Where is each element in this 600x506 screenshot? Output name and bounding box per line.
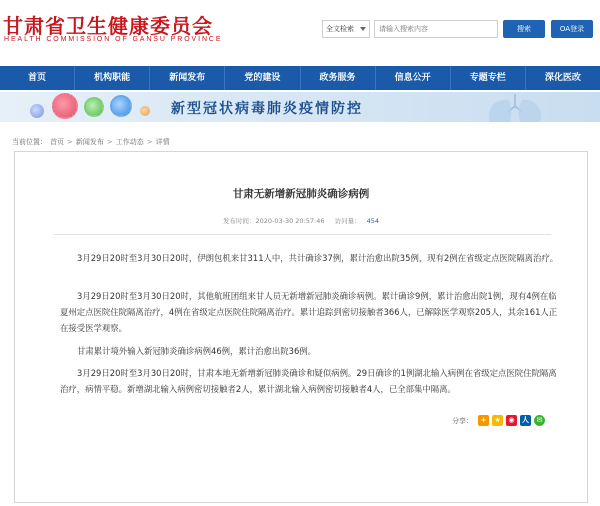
search-input[interactable] <box>374 20 498 38</box>
breadcrumb-home[interactable]: 首页 <box>50 138 64 146</box>
share-label: 分享： <box>452 416 473 425</box>
breadcrumb-separator: > <box>146 138 153 146</box>
nav-item-home[interactable]: 首页 <box>0 66 75 90</box>
article-title: 甘肃无新增新冠肺炎确诊病例 <box>232 188 370 200</box>
renren-share-icon[interactable]: 人 <box>522 416 529 424</box>
wechat-share-icon[interactable]: ✉ <box>534 415 545 426</box>
article-paragraph: 3月29日20时至3月30日20时，甘肃本地无新增新冠肺炎确诊和疑似病例。29日确诊的1例湖北输入病例在省级定点医院住院隔离治疗，病情平稳。新增湖北输入病例密切接触者2人，累计湖北输入病例密切接触者4人，已全部集中隔离。 <box>60 368 557 394</box>
virus-icon <box>140 106 150 116</box>
nav-item-party[interactable]: 党的建设 <box>225 66 300 90</box>
nav-item-services[interactable]: 政务服务 <box>301 66 376 90</box>
share-more-icon[interactable]: + <box>478 415 489 426</box>
search-button[interactable]: 搜索 <box>503 20 545 38</box>
search-scope-label: 全文检索 <box>326 25 354 33</box>
virus-icon <box>30 104 44 118</box>
nav-item-news[interactable]: 新闻发布 <box>150 66 225 90</box>
virus-icon <box>52 93 78 119</box>
search-scope-select[interactable] <box>322 20 370 38</box>
publish-time: 发布时间：2020-03-30 20:57:46 <box>222 217 325 225</box>
nav-item-topics[interactable]: 专题专栏 <box>451 66 526 90</box>
breadcrumb-news[interactable]: 新闻发布 <box>75 138 104 146</box>
article-meta <box>15 216 587 225</box>
breadcrumb-separator: > <box>106 138 113 146</box>
site-header <box>0 0 600 66</box>
nav-item-disclosure[interactable]: 信息公开 <box>376 66 451 90</box>
virus-icon <box>110 95 132 117</box>
site-logo-en: HEALTH COMMISSION OF GANSU PROVINCE <box>4 36 223 43</box>
article-paragraph: 甘肃累计境外输入新冠肺炎确诊病例46例，累计治愈出院36例。 <box>77 346 317 356</box>
title-divider <box>53 234 551 235</box>
main-nav <box>0 66 600 90</box>
views-count: 454 <box>366 217 380 225</box>
article-paragraph: 3月29日20时至3月30日20时，伊朗包机来甘311人中，共计确诊37例，累计治愈出院35例，现有2例在省级定点医院隔离治疗。 <box>77 253 559 263</box>
weibo-share-icon[interactable]: ◉ <box>506 415 517 426</box>
article-paragraph: 3月29日20时至3月30日20时，其他航班团组来甘人员无新增新冠肺炎确诊病例。累计确诊9例，累计治愈出院1例，现有4例在临夏州定点医院住院隔离治疗，4例在省级定点医院住院隔离治疗。累计追踪到密切接触者366人，已解除医学观察205人，其余161人正在接受医学观察。 <box>60 291 558 333</box>
site-logo-cn[interactable]: 甘肃省卫生健康委员会 <box>3 14 213 38</box>
oa-login-button[interactable]: OA登录 <box>551 20 593 38</box>
chevron-down-icon <box>360 27 366 31</box>
article-panel <box>14 151 588 503</box>
breadcrumb <box>12 137 170 147</box>
banner-title: 新型冠状病毒肺炎疫情防控 <box>171 101 363 117</box>
share-bar <box>452 415 545 426</box>
virus-icon <box>84 97 104 117</box>
covid-banner[interactable] <box>0 92 600 122</box>
nav-item-reform[interactable]: 深化医改 <box>544 73 581 83</box>
nav-item-functions[interactable]: 机构职能 <box>75 66 150 90</box>
breadcrumb-separator: > <box>67 138 73 146</box>
views-label: 访问量： <box>334 217 361 225</box>
lungs-icon <box>470 92 560 122</box>
breadcrumb-work-news[interactable]: 工作动态 <box>115 138 144 146</box>
qzone-share-icon[interactable]: ★ <box>492 415 503 426</box>
breadcrumb-detail: 详情 <box>155 138 170 146</box>
breadcrumb-prefix: 当前位置： <box>12 138 47 146</box>
